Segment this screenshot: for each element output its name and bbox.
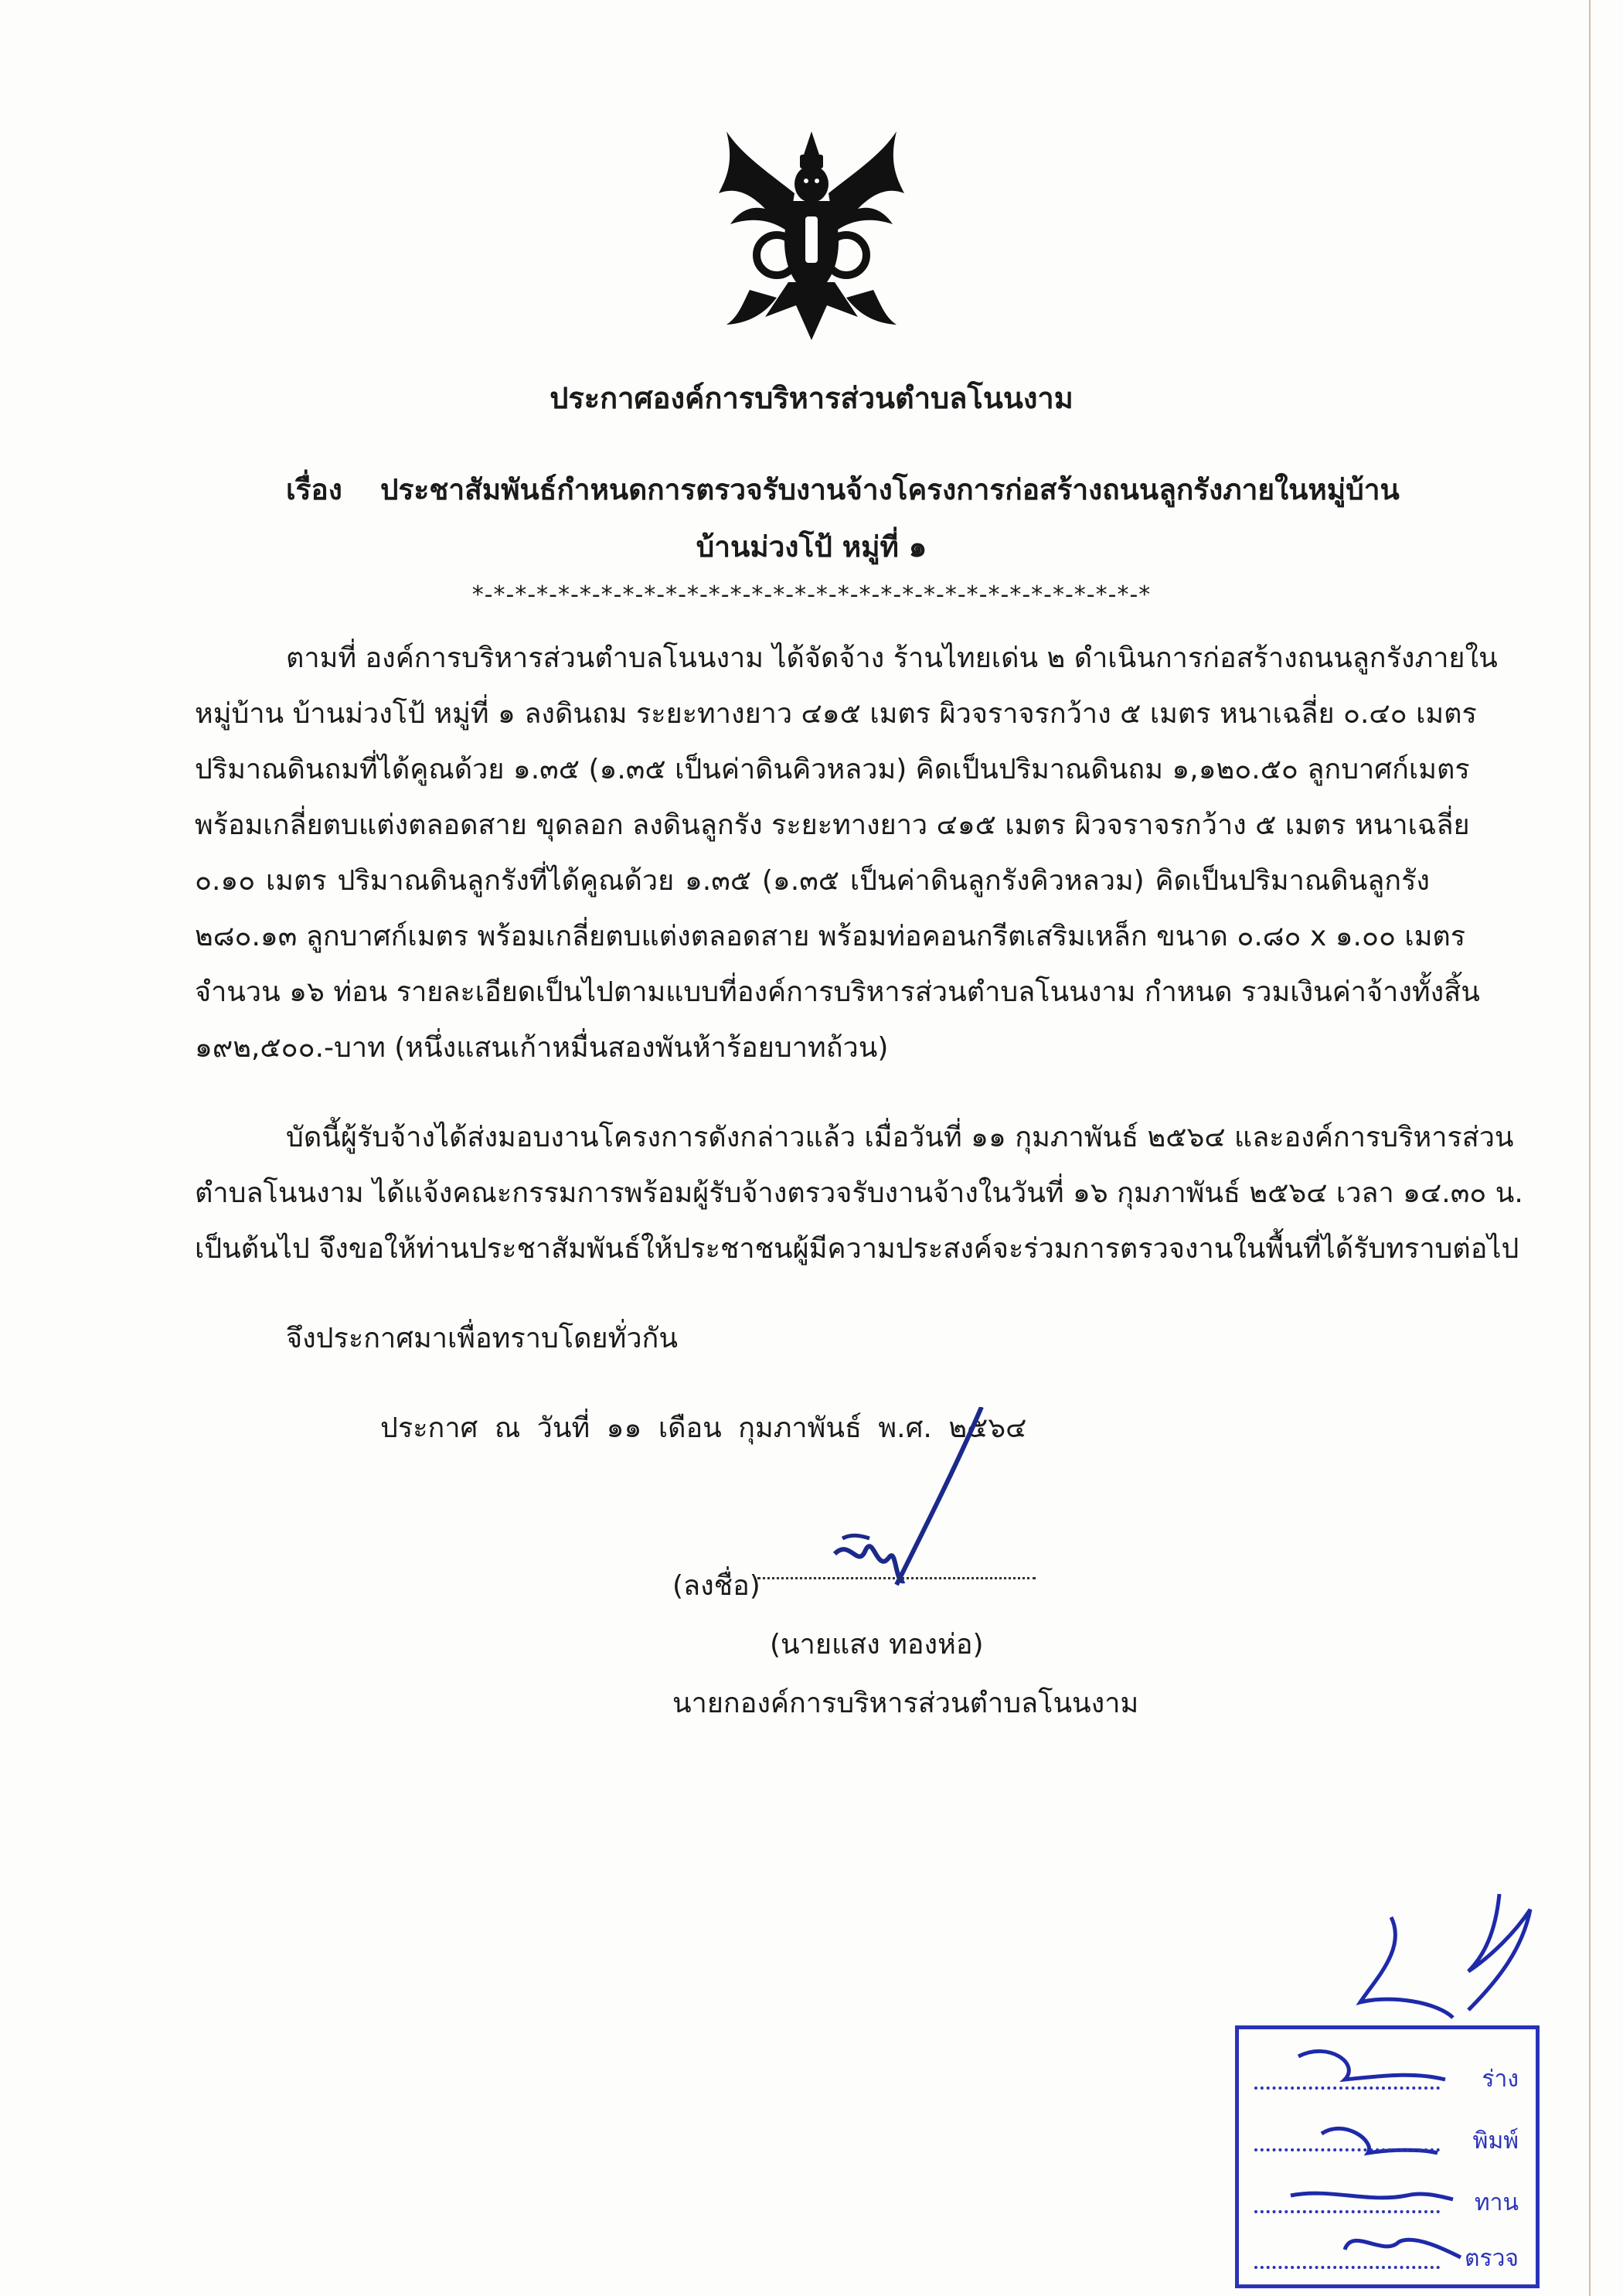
separator-line: *-*-*-*-*-*-*-*-*-*-*-*-*-*-*-*-*-*-*-*-*-*-*-*-*-*-*-*-*-*-*-* xyxy=(471,581,1152,608)
signer-name: (นายแสง ทองห่อ) xyxy=(770,1629,984,1661)
stamp-row xyxy=(1254,2176,1525,2223)
subject-line-2: บ้านม่วงโป้ หมู่ที่ ๑ xyxy=(696,530,927,564)
stamp-dotted-line xyxy=(1254,2266,1440,2269)
stamp-dotted-line xyxy=(1254,2210,1440,2213)
stamp-label: ร่าง xyxy=(1482,2066,1519,2093)
subject-line-1: ประชาสัมพันธ์กำหนดการตรวจรับงานจ้างโครงการก่อสร้างถนนลูกรังภายในหมู่บ้าน xyxy=(380,473,1400,506)
paragraph-1-line: ปริมาณดินถมที่ได้คูณด้วย ๑.๓๕ (๑.๓๕ เป็นค่าดินคิวหลวม) คิดเป็นปริมาณดินถม ๑,๑๒๐.๕๐ ลูกบาศก์เมตร xyxy=(195,754,1470,785)
stamp-dotted-line xyxy=(1254,2148,1440,2151)
date-line: ประกาศ ณ วันที่ ๑๑ เดือน กุมภาพันธ์ พ.ศ. ๒๕๖๔ xyxy=(380,1412,1027,1444)
paragraph-1-line: ๐.๑๐ เมตร ปริมาณดินลูกรังที่ได้คูณด้วย ๑.๓๕ (๑.๓๕ เป็นค่าดินลูกรังคิวหลวม) คิดเป็นปริมาณดินลูกรัง xyxy=(195,865,1430,897)
signature-dotted-line xyxy=(757,1569,1036,1579)
stamp-row xyxy=(1254,2232,1525,2278)
paragraph-1-line: จำนวน ๑๖ ท่อน รายละเอียดเป็นไปตามแบบที่องค์การบริหารส่วนตำบลโนนงาม กำหนด รวมเงินค่าจ้างทั้งสิ้น xyxy=(195,976,1480,1008)
paragraph-1-line: ๑๙๒,๕๐๐.-บาท (หนึ่งแสนเก้าหมื่นสองพันห้าร้อยบาทถ้วน) xyxy=(195,1032,889,1064)
announcement-title: ประกาศองค์การบริหารส่วนตำบลโนนงาม xyxy=(550,381,1073,415)
approval-stamp xyxy=(1235,2025,1540,2288)
stamp-dotted-line xyxy=(1254,2086,1440,2090)
stamp-row xyxy=(1254,2052,1525,2099)
closing-text: จึงประกาศมาเพื่อทราบโดยทั่วกัน xyxy=(286,1323,678,1354)
paragraph-1-line: ตามที่ องค์การบริหารส่วนตำบลโนนงาม ได้จัดจ้าง ร้านไทยเด่น ๒ ดำเนินการก่อสร้างถนนลูกรังภายใน xyxy=(286,642,1498,674)
stamp-label: ตรวจ xyxy=(1464,2245,1519,2272)
paragraph-1-line: พร้อมเกลี่ยตบแต่งตลอดสาย ขุดลอก ลงดินลูกรัง ระยะทางยาว ๔๑๕ เมตร ผิวจราจรกว้าง ๕ เมตร หนาเฉลี่ย xyxy=(195,809,1470,841)
paragraph-1-line: ๒๘๐.๑๓ ลูกบาศก์เมตร พร้อมเกลี่ยตบแต่งตลอดสาย พร้อมท่อคอนกรีตเสริมเหล็ก ขนาด ๐.๘๐ x ๑.๐๐ เมตร xyxy=(195,921,1466,952)
paragraph-1-line: หมู่บ้าน บ้านม่วงโป้ หมู่ที่ ๑ ลงดินถม ระยะทางยาว ๔๑๕ เมตร ผิวจราจรกว้าง ๕ เมตร หนาเฉลี่ย ๐.๔๐ เมตร xyxy=(195,698,1477,730)
page-edge xyxy=(1589,0,1591,2296)
paragraph-2-line: บัดนี้ผู้รับจ้างได้ส่งมอบงานโครงการดังกล่าวแล้ว เมื่อวันที่ ๑๑ กุมภาพันธ์ ๒๕๖๔ และองค์การบริหารส่วน xyxy=(286,1122,1514,1153)
paragraph-2-line: เป็นต้นไป จึงขอให้ท่านประชาสัมพันธ์ให้ประชาชนผู้มีความประสงค์จะร่วมการตรวจงานในพื้นที่ได้รับทราบต่อไป xyxy=(195,1233,1519,1265)
signer-position: นายกองค์การบริหารส่วนตำบลโนนงาม xyxy=(672,1688,1139,1719)
sign-label: (ลงชื่อ) xyxy=(672,1570,760,1602)
garuda-emblem-icon xyxy=(696,124,927,348)
stamp-row xyxy=(1254,2114,1525,2161)
paragraph-2-line: ตำบลโนนงาม ได้แจ้งคณะกรรมการพร้อมผู้รับจ้างตรวจรับงานจ้างในวันที่ ๑๖ กุมภาพันธ์ ๒๕๖๔ เวลา ๑๔.๓๐ น. xyxy=(195,1177,1523,1209)
stamp-label: ทาน xyxy=(1474,2189,1519,2216)
subject-label: เรื่อง xyxy=(286,473,342,506)
stamp-label: พิมพ์ xyxy=(1472,2127,1519,2155)
